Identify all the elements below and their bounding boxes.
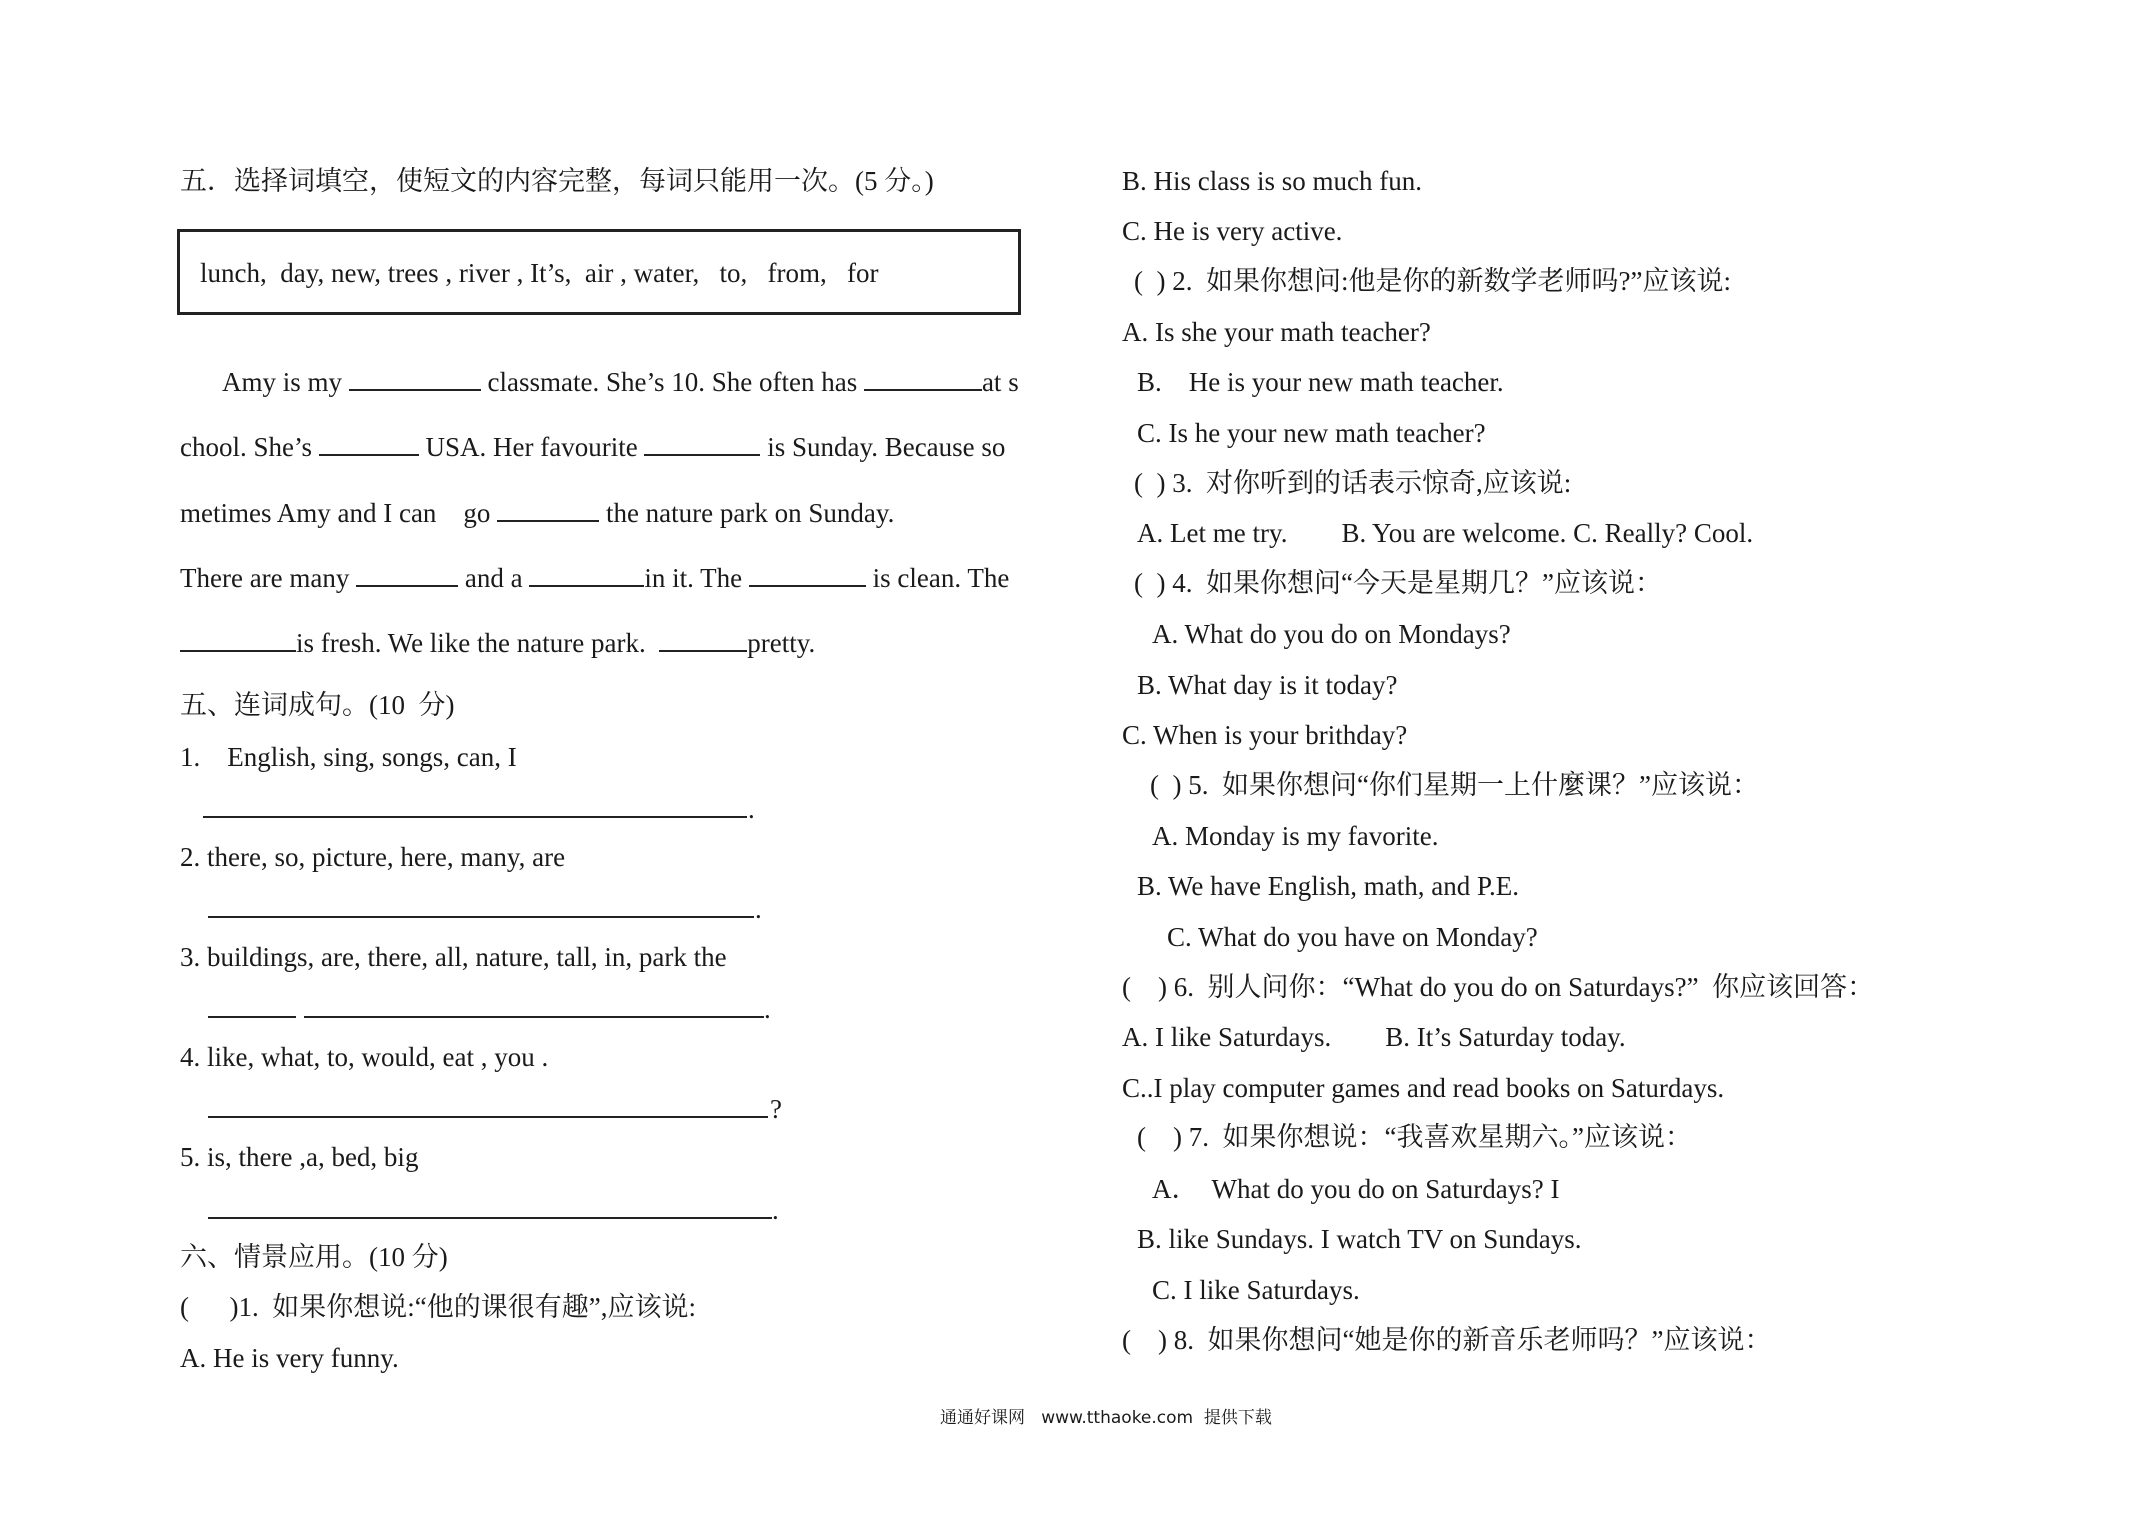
question-6: ( ) 6. 别人问你：“What do you do on Saturdays?” 你应该回答： [1122,972,1875,1002]
question-1-option-b: B. His class is so much fun. [1122,166,1422,196]
question-3: ( ) 3. 对你听到的话表示惊奇,应该说: [1134,468,1572,498]
word-bank-text: lunch, day, new, trees , river , It’s, air , water, to, from, for [200,258,879,288]
question-2-option-b: B. He is your new math teacher. [1137,367,1504,397]
question-7-option-b: B. like Sundays. I watch TV on Sundays. [1137,1224,1582,1254]
answer-5-end: . [772,1195,779,1225]
answer-line-4[interactable] [208,1116,768,1118]
question-5-option-c: C. What do you have on Monday? [1167,922,1538,952]
sentence-2-words: 2. there, so, picture, here, many, are [180,842,566,872]
question-4-option-c: C. When is your brithday? [1122,720,1408,750]
blank[interactable] [749,563,866,587]
passage-line-1: Amy is my classmate. She’s 10. She often has at s [222,367,1019,397]
blank[interactable] [529,563,644,587]
sentence-4-words: 4. like, what, to, would, eat , you . [180,1042,549,1072]
question-4-option-b: B. What day is it today? [1137,670,1398,700]
question-5-option-b: B. We have English, math, and P.E. [1137,871,1520,901]
passage-line-4: There are many and a in it. The is clean. The [180,563,1010,593]
answer-2-end: . [755,894,762,924]
answer-line-3b[interactable] [304,1016,764,1018]
question-1: ( )1. 如果你想说:“他的课很有趣”,应该说: [180,1292,696,1322]
question-4: ( ) 4. 如果你想问“今天是星期几？”应该说： [1134,568,1662,598]
answer-line-1[interactable] [203,816,747,818]
section-6-title: 六、情景应用。(10 分) [180,1242,448,1272]
question-1-option-c: C. He is very active. [1122,216,1343,246]
question-7-option-a: A． What do you do on Saturdays? I [1152,1174,1560,1204]
blank[interactable] [659,628,747,652]
sentence-1-words: 1. English, sing, songs, can, I [180,742,517,772]
section-connect-words-title: 五、连词成句。(10 分) [180,690,455,720]
question-8: ( ) 8. 如果你想问“她是你的新音乐老师吗？”应该说： [1122,1325,1772,1355]
blank[interactable] [356,563,458,587]
word-bank-box [177,229,1021,315]
question-5: ( ) 5. 如果你想问“你们星期一上什麼课？”应该说： [1150,770,1759,800]
question-7-option-c: C. I like Saturdays. [1152,1275,1360,1305]
question-2-option-c: C. Is he your new math teacher? [1137,418,1486,448]
passage-line-2: chool. She’s USA. Her favourite is Sunday. Because so [180,432,1006,462]
sentence-3-words: 3. buildings, are, there, all, nature, tall, in, park the [180,942,727,972]
blank[interactable] [180,628,296,652]
passage-line-5: is fresh. We like the nature park. pretty. [180,626,815,660]
answer-3-end: . [764,994,771,1024]
passage-line-3: metimes Amy and I can go the nature park on Sunday. [180,498,895,528]
question-5-option-a: A. Monday is my favorite. [1152,821,1439,851]
blank[interactable] [319,432,419,456]
sentence-5-words: 5. is, there ,a, bed, big [180,1142,419,1172]
blank[interactable] [864,367,982,391]
question-4-option-a: A. What do you do on Mondays? [1152,619,1511,649]
section-5-title: 五．选择词填空，使短文的内容完整，每词只能用一次。(5 分。) [180,166,934,196]
blank[interactable] [497,498,599,522]
footer-watermark: 通通好课网 www.tthaoke.com 提供下载 [940,1408,1272,1428]
question-2-option-a: A. Is she your math teacher? [1122,317,1431,347]
question-6-options-ab: A. I like Saturdays. B. It’s Saturday today. [1122,1022,1626,1052]
answer-line-3a[interactable] [208,1016,296,1018]
question-7: ( ) 7. 如果你想说：“我喜欢星期六。”应该说： [1137,1122,1692,1152]
blank[interactable] [349,367,481,391]
question-6-option-c: C..I play computer games and read books on Saturdays. [1122,1073,1725,1103]
answer-1-end: . [748,794,755,824]
question-3-options: A. Let me try. B. You are welcome. C. Really? Cool. [1137,518,1754,548]
answer-4-end: ? [770,1094,782,1124]
question-1-option-a: A. He is very funny. [180,1343,399,1373]
answer-line-5[interactable] [208,1217,772,1219]
blank[interactable] [644,432,760,456]
answer-line-2[interactable] [208,916,754,918]
question-2: ( ) 2. 如果你想问:他是你的新数学老师吗?”应该说: [1134,266,1731,296]
